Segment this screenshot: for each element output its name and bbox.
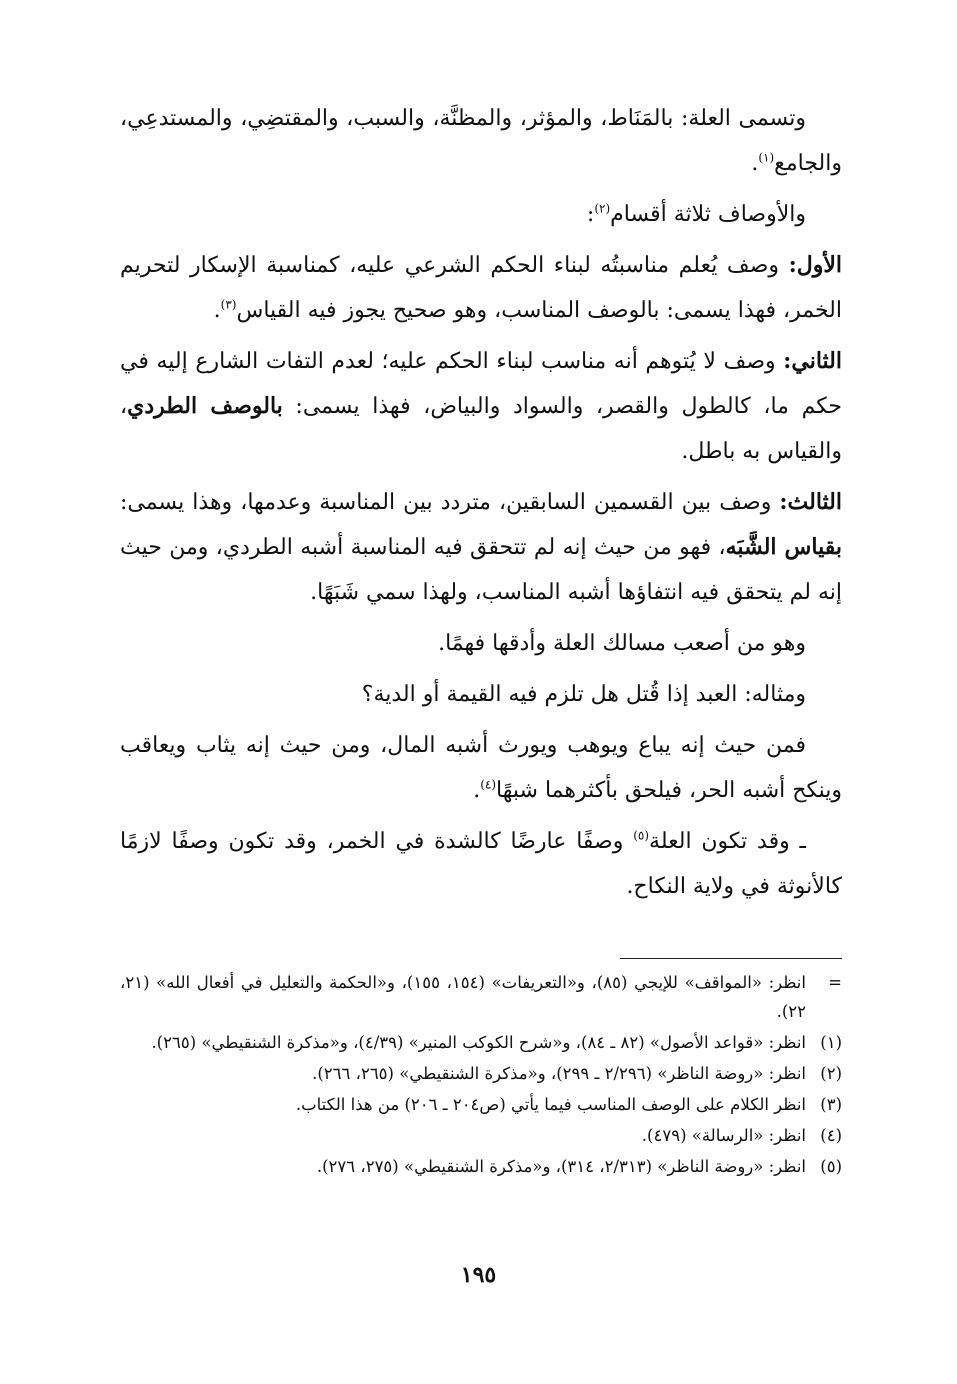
bold-term: بالوصف الطردي [127, 393, 283, 419]
paragraph-second-type [120, 339, 842, 474]
paragraph-text: فمن حيث إنه يباع ويوهب ويورث أشبه المال، ومن حيث إنه يثاب ويعاقب وينكح أشبه الحر، فيلحق بأكثرهما شبهًا [120, 733, 842, 803]
paragraph-third-type [120, 480, 842, 615]
page-number: ١٩٥ [460, 1262, 497, 1288]
footnote-text: انظر: «قواعد الأصول» (٨٢ ـ ٨٤)، و«شرح الكوكب المنير» (٤/٣٩)، و«مذكرة الشنقيطي» (٢٦٥). [151, 1033, 806, 1052]
paragraph-text: وصف يُعلم مناسبتُه لبناء الحكم الشرعي عليه، كمناسبة الإسكار لتحريم الخمر، فهذا يسمى: بالوصف المناسب، وهو صحيح يجوز فيه القياس [120, 253, 842, 323]
footnote-item [120, 1152, 842, 1181]
footnote-number: (٣) [820, 1095, 842, 1114]
footnote-separator [620, 958, 842, 959]
punctuation: : [586, 202, 595, 227]
footnote-number: (١) [820, 1033, 842, 1052]
paragraph-cause-kinds [120, 819, 842, 909]
footnote-number: (٢) [820, 1064, 842, 1083]
punctuation: . [473, 778, 481, 803]
footnote-ref[interactable]: (٥) [633, 828, 650, 843]
paragraph-example [120, 672, 842, 717]
bold-term: بقياس الشَّبَه [725, 534, 843, 560]
section-lead: الأول: [788, 252, 842, 278]
footnote-item [120, 1090, 842, 1119]
paragraph-difficulty [120, 621, 842, 666]
footnote-text: انظر الكلام على الوصف المناسب فيما يأتي (ص٢٠٤ ـ ٢٠٦) من هذا الكتاب. [295, 1095, 806, 1114]
paragraph-example-explanation [120, 723, 842, 813]
footnote-text: انظر: «الرسالة» (٤٧٩). [641, 1126, 806, 1145]
paragraph-text: ، والقياس به باطل. [120, 394, 842, 464]
footnote-ref[interactable]: (٣) [220, 297, 237, 312]
paragraph-types-intro [120, 192, 842, 237]
footnote-ref[interactable]: (١) [758, 150, 775, 165]
footnote-number: = [828, 973, 842, 992]
footnote-item [120, 1028, 842, 1057]
paragraph-names-of-cause [120, 96, 842, 186]
paragraph-text: وصف بين القسمين السابقين، متردد بين المناسبة وعدمها، وهذا يسمى: [120, 490, 772, 515]
punctuation: . [213, 298, 221, 323]
paragraph-text: وصفًا عارضًا كالشدة في الخمر، وقد تكون وصفًا لازمًا كالأنوثة في ولاية النكاح. [120, 829, 842, 899]
footnote-ref[interactable]: (٤) [480, 777, 497, 792]
footnote-number: (٤) [820, 1126, 842, 1145]
section-lead: الثاني: [783, 348, 842, 374]
footnote-item [120, 1059, 842, 1088]
footnote-item [120, 1121, 842, 1150]
paragraph-text: ـ وقد تكون العلة [649, 829, 806, 854]
footnotes [120, 968, 842, 1183]
footnote-text: انظر: «المواقف» للإيجي (٨٥)، و«التعريفات» (١٥٤، ١٥٥)، و«الحكمة والتعليل في أفعال الله» (٢١، ٢٢). [120, 973, 806, 1021]
main-text [120, 96, 842, 915]
footnote-text: انظر: «روضة الناظر» (٢/٢٩٦ ـ ٢٩٩)، و«مذكرة الشنقيطي» (٢٦٥، ٢٦٦). [312, 1064, 806, 1083]
punctuation: . [751, 151, 759, 176]
footnote-ref[interactable]: (٢) [594, 201, 611, 216]
paragraph-text: وصف لا يُتوهم أنه مناسب لبناء الحكم عليه؛ لعدم التفات الشارع إليه في حكم ما، كالطول والقصر، والسواد والبياض، فهذا يسمى: [120, 349, 842, 419]
paragraph-text: والأوصاف ثلاثة أقسام [610, 202, 806, 227]
section-lead: الثالث: [779, 489, 842, 515]
paragraph-first-type [120, 243, 842, 333]
paragraph-text: ، فهو من حيث إنه لم تتحقق فيه المناسبة أشبه الطردي، ومن حيث إنه لم يتحقق فيه انتفاؤها أشبه المناسب، ولهذا سمي شَبَهًا. [120, 535, 842, 605]
footnote-number: (٥) [820, 1157, 842, 1176]
paragraph-text: وتسمى العلة: بالمَنَاط، والمؤثر، والمظنَّة، والسبب، والمقتضِي، والمستدعِي، والجامع [120, 106, 842, 176]
footnote-text: انظر: «روضة الناظر» (٢/٣١٣، ٣١٤)، و«مذكرة الشنقيطي» (٢٧٥، ٢٧٦). [316, 1157, 806, 1176]
paragraph-text: وهو من أصعب مسالك العلة وأدقها فهمًا. [438, 631, 806, 656]
footnote-item [120, 968, 842, 1026]
paragraph-text: ومثاله: العبد إذا قُتل هل تلزم فيه القيمة أو الدية؟ [361, 682, 806, 707]
